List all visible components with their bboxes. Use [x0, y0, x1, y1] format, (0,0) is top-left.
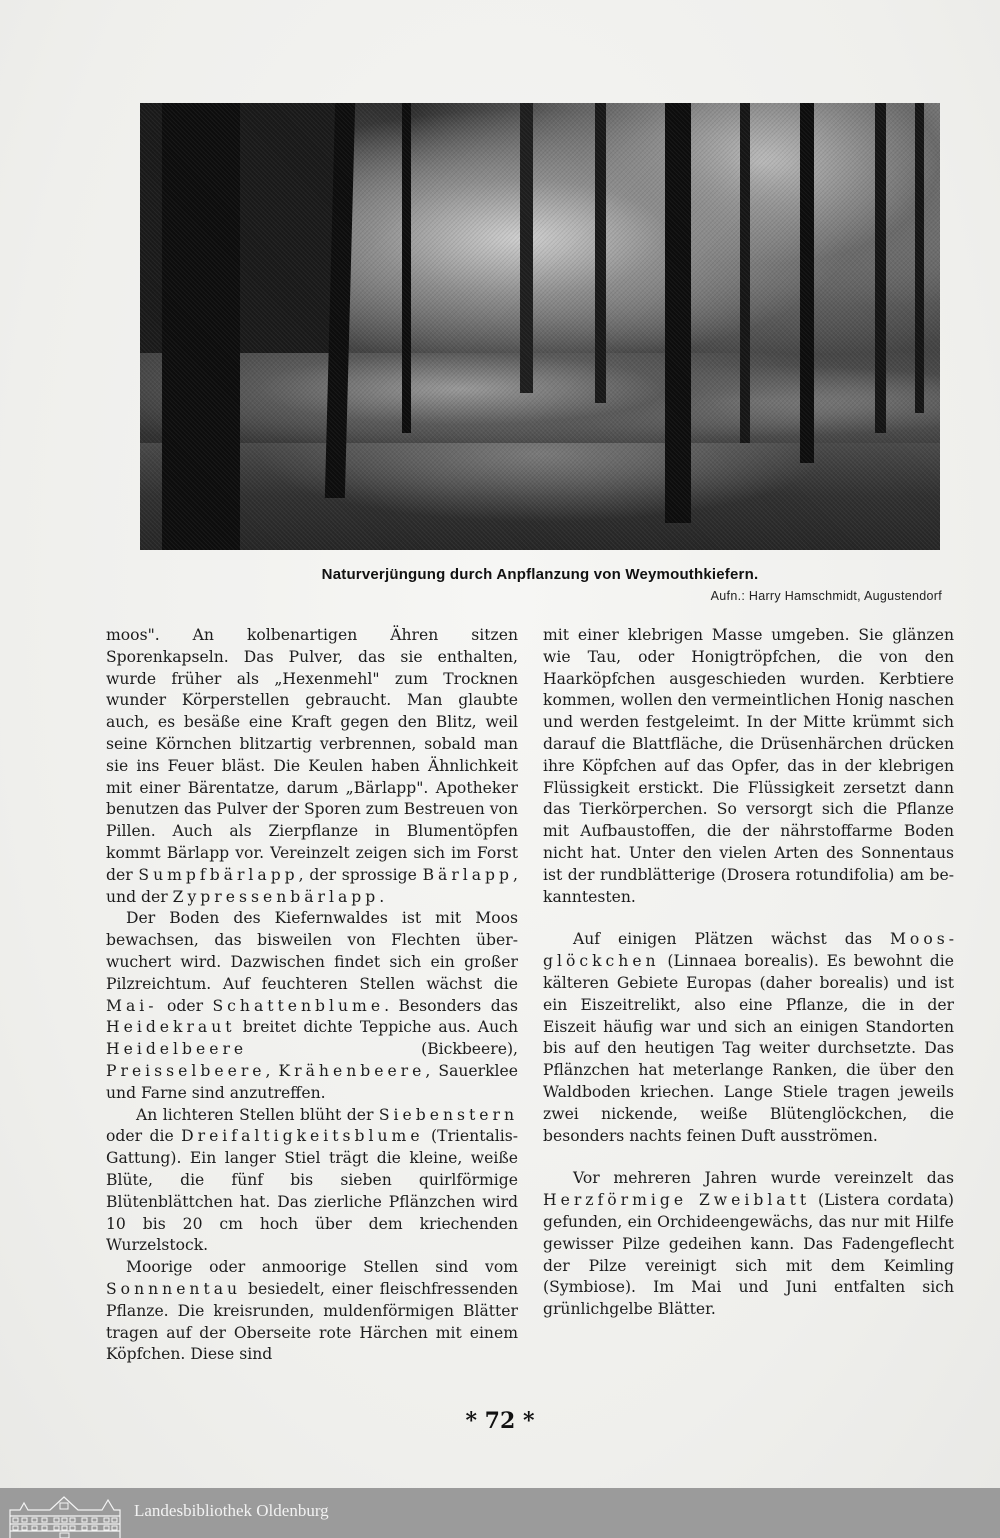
paragraph: Moorige oder anmoorige Stellen sind vom Sonnnentau besiedelt, einer fleischfressenden Pflanze. Die kreisrunden, muldenförmigen Blätter tragen auf der Oberseite rote Härchen mit einem Köpfchen. Diese sind — [106, 1258, 518, 1364]
spaced-emphasis: Zypressenbärlapp — [172, 887, 380, 906]
photo-caption: Naturverjüngung durch Anpflanzung von Weymouthkiefern. — [321, 566, 759, 583]
spaced-emphasis: Bärlapp — [422, 865, 514, 884]
right-column — [543, 625, 954, 1321]
spaced-emphasis: Heidelbeere — [106, 1040, 248, 1059]
spaced-emphasis: Siebenstern — [378, 1105, 518, 1124]
left-column — [106, 625, 518, 1366]
spaced-emphasis: Sonnnentau — [106, 1279, 242, 1298]
halftone-grain — [140, 103, 940, 550]
library-name: Landesbibliothek Oldenburg — [134, 1501, 329, 1520]
paragraph: moos". An kolbenartigen Ähren sitzen Sporenkapseln. Das Pulver, das sie enthalten, wurde früher als „Hexenmehl" zum Trocknen wunder Körperstellen gebraucht. Man glaubte auch, es besäße eine Kraft gegen den Blitz, weil seine Körnchen blitzartig verbrennen, sobald man sie ins Feuer bläst. Die Keulen haben Ähnlichkeit mit einer Bärentatze, darum „Bärlapp". Apotheker benutzen das Pulver der Sporen zum Bestreuen von Pillen. Auch als Zierpflanze in Blumentöpfen kommt Bärlapp vor. Vereinzelt zeigen sich im Forst der Sumpfbärlapp, der sprossige Bärlapp, und der Zypressenbärlapp. — [106, 626, 518, 906]
library-building-icon — [6, 1494, 124, 1538]
spaced-emphasis: Krähenbeere — [278, 1061, 426, 1080]
library-footer-bar — [0, 1488, 1000, 1538]
paragraph: mit einer klebrigen Masse umgeben. Sie glänzen wie Tau, oder Honigtröpfchen, die von den Haarköpfchen ausgeschieden wurden. Kerbtiere kommen, wollen den vermeintlichen Honig naschen und werden festgeleimt. In der Mitte krümmt sich darauf die Blattfläche, die Drüsenhärchen drücken ihre Köpfchen auf das Opfer, das in der klebrigen Flüssigkeit erstickt. Die Flüssigkeit zersetzt dann das Tierkörperchen. So versorgt sich die Pflanze mit Aufbaustoffen, die der nährstoffarme Boden nicht hat. Unter den vielen Arten des Sonnentaus ist der rundblätterige (Drosera rotundifolia) am bekanntesten. — [543, 626, 954, 906]
spaced-emphasis: Preisselbeere — [106, 1061, 266, 1080]
paragraph: Der Boden des Kiefernwaldes ist mit Moos bewachsen, das bisweilen von Flechten überwuchert wird. Dazwischen findet sich ein großer Pilzreichtum. Auf feuchteren Stellen wächst die Mai- oder Schattenblume. Besonders das Heidekraut breitet dichte Teppiche aus. Auch Heidelbeere (Bickbeere), Preisselbeere, Krähenbeere, Sauerklee und Farne sind anzutreffen. — [106, 909, 518, 1102]
spaced-emphasis: Dreifaltigkeitsblume — [181, 1127, 424, 1146]
spaced-emphasis: Sumpfbärlapp — [138, 865, 299, 884]
spaced-emphasis: Schattenblume — [212, 996, 385, 1015]
paragraph: An lichteren Stellen blüht der Siebenstern oder die Dreifaltigkeitsblume (Trientalis-Gattung). Ein langer Stiel trägt die kleine, weiße Blüte, die fünf bis sieben quirlförmige Blütenblättchen hat. Das zierliche Pflänzchen wird 10 bis 20 cm hoch über dem kriechenden Wurzelstock. — [106, 1105, 518, 1255]
photo-credit: Aufn.: Harry Hamschmidt, Augustendorf — [710, 589, 942, 603]
spaced-emphasis: Herzförmige Zweiblatt — [543, 1191, 811, 1210]
paragraph: Auf einigen Plätzen wächst das Moosglöckchen (Linnaea borealis). Es bewohnt die kälteren Gebiete Europas (daher borealis) und ist ein Eiszeitrelikt, also eine Pflanze, die in der Eiszeit häufig war und sich an einigen Standorten bis auf den heutigen Tag weiter durchsetzte. Das Pflänzchen hat meterlange Ranken, die über den Waldboden kriechen. Lange Stiele tragen jeweils zwei nickende, weiße Blütenglöckchen, die besonders nachts feinen Duft ausströmen. — [543, 930, 954, 1145]
spaced-emphasis: Mai- — [106, 996, 158, 1015]
forest-photo — [140, 103, 940, 550]
spaced-emphasis: Moosglöckchen — [543, 930, 954, 971]
paragraph: Vor mehreren Jahren wurde vereinzelt das Herzförmige Zweiblatt (Listera cordata) gefunden, ein Orchideengewächs, das nur mit Hilfe gewisser Pilze gedeihen kann. Das Fadengeflecht der Pilze vereinigt sich mit dem Keimling (Symbiose). Im Mai und Juni entfalten sich grünlichgelbe Blätter. — [543, 1169, 955, 1319]
spaced-emphasis: Heidekraut — [106, 1018, 236, 1037]
page-number: * 72 * — [465, 1408, 535, 1434]
